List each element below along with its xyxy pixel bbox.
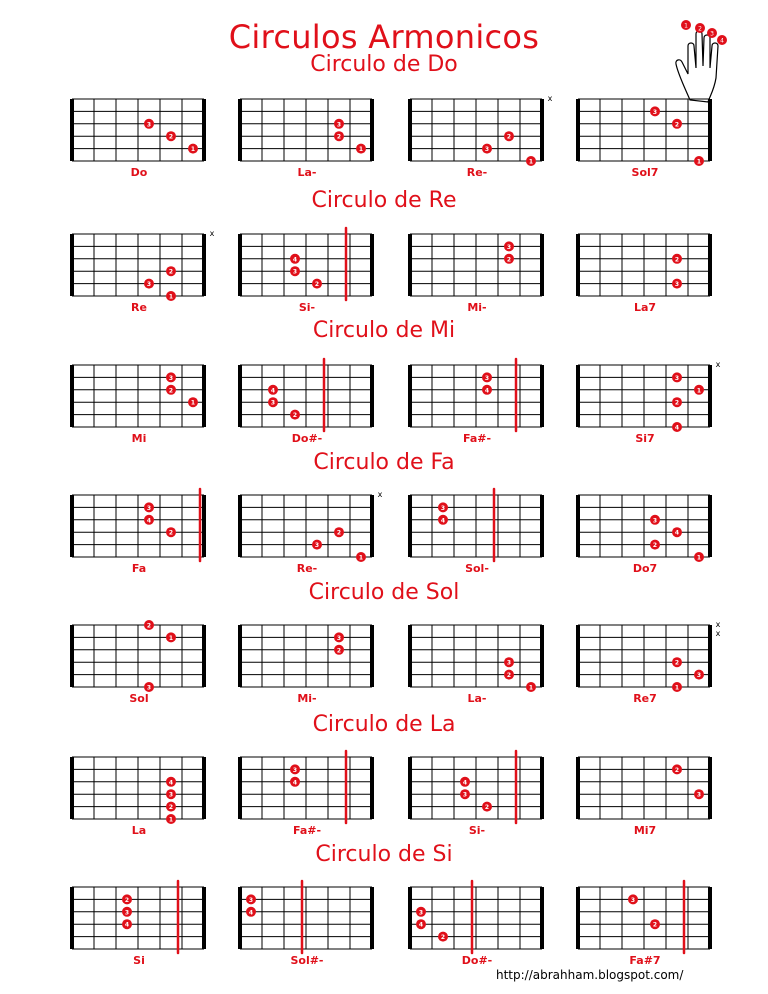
chord-diagram [240,231,386,299]
chord-diagram [240,884,386,952]
chord-name: Mi- [297,692,317,705]
finger-number: 3 [418,909,424,917]
finger-number: 3 [146,504,152,512]
finger-number: 2 [336,529,342,537]
finger-number: 2 [674,399,680,407]
finger-number: 2 [168,387,174,395]
chord-diagram [578,622,724,690]
finger-number: 1 [190,399,196,407]
chord-name: Sol7 [631,166,659,179]
chord-name: Re- [296,562,318,575]
chord-name: Sol#- [290,954,324,967]
finger-number: 3 [124,909,130,917]
finger-number: 3 [652,108,658,116]
mute-mark: x [715,620,721,629]
chord-name: Si7 [635,432,655,445]
finger-number: 3 [146,684,152,692]
chord-diagram [578,884,724,952]
finger-number: 3 [146,281,152,289]
finger-number: 1 [168,634,174,642]
finger-number: 1 [168,293,174,301]
mute-mark: x [715,629,721,638]
finger-number: 1 [358,554,364,562]
chord-name: Re- [466,166,488,179]
page-title: Circulos Armonicos [228,18,540,56]
finger-number: 2 [124,896,130,904]
finger-number: 1 [696,554,702,562]
chord-name: Do#- [291,432,323,445]
chord-name: Do7 [632,562,658,575]
chord-name: Fa [131,562,147,575]
finger-number-label: 2 [698,25,702,33]
chord-name: Sol- [465,562,489,575]
finger-number: 2 [674,659,680,667]
finger-number: 3 [292,766,298,774]
finger-number: 2 [168,268,174,276]
finger-number: 3 [314,542,320,550]
finger-number: 4 [674,424,680,432]
finger-number: 3 [248,896,254,904]
chord-name: Do [130,166,148,179]
finger-number: 3 [336,121,342,129]
chord-diagram [72,884,218,952]
finger-number: 2 [652,542,658,550]
chord-name: Si [133,954,145,967]
section-title: Circulo de Si [315,842,453,867]
chord-name: La- [297,166,317,179]
finger-number: 2 [484,804,490,812]
finger-number: 2 [674,121,680,129]
finger-number: 4 [292,256,298,264]
finger-number: 3 [484,374,490,382]
chord-diagram [240,362,386,430]
finger-number: 2 [292,412,298,420]
chord-diagram [578,362,724,430]
finger-number: 3 [440,504,446,512]
chord-diagram [240,622,386,690]
finger-number: 3 [674,374,680,382]
chord-diagram [410,754,556,822]
chord-name: Fa#- [292,824,322,837]
finger-number: 3 [696,672,702,680]
finger-number: 2 [168,804,174,812]
finger-number: 2 [440,934,446,942]
mute-mark: x [377,490,383,499]
finger-number: 4 [484,387,490,395]
finger-number: 4 [270,387,276,395]
finger-number: 2 [506,133,512,141]
chord-diagram [410,492,556,560]
finger-number: 2 [336,647,342,655]
finger-number: 3 [292,268,298,276]
finger-number: 2 [506,256,512,264]
finger-number: 1 [190,146,196,154]
finger-number: 3 [484,146,490,154]
chord-diagram [72,492,218,560]
chord-name: La- [467,692,487,705]
chord-diagram [240,96,386,164]
chord-name: La7 [633,301,657,314]
finger-number: 1 [358,146,364,154]
chord-diagram [410,96,556,164]
chord-diagram [72,622,218,690]
finger-number: 2 [146,622,152,630]
chord-diagram [410,362,556,430]
finger-number: 3 [168,374,174,382]
finger-number: 3 [506,243,512,251]
finger-number: 1 [528,158,534,166]
finger-number: 4 [146,517,152,525]
section-title: Circulo de Sol [308,580,460,605]
finger-number: 1 [696,158,702,166]
chord-diagram [578,492,724,560]
chord-diagram [240,492,386,560]
finger-number: 2 [168,529,174,537]
finger-number: 2 [168,133,174,141]
chord-diagram [240,754,386,822]
chord-name: Do#- [461,954,493,967]
chord-name: Sol [129,692,149,705]
finger-number: 1 [696,387,702,395]
chord-diagram [578,231,724,299]
finger-number: 3 [674,281,680,289]
chord-diagram [410,884,556,952]
chord-diagram [578,754,724,822]
finger-number: 4 [462,779,468,787]
chord-diagram [578,96,724,164]
finger-number: 1 [528,684,534,692]
chord-name: Fa#- [462,432,492,445]
finger-number: 4 [674,529,680,537]
chord-name: Mi [131,432,147,445]
chord-name: Mi- [467,301,487,314]
chord-name: Re7 [633,692,657,705]
finger-number: 1 [168,816,174,824]
finger-number: 3 [506,659,512,667]
chord-diagram [72,231,218,299]
chord-name: Mi7 [633,824,657,837]
finger-number: 3 [168,791,174,799]
finger-number: 3 [630,896,636,904]
chord-name: Re [131,301,147,314]
section-title: Circulo de Fa [313,450,455,475]
finger-number: 4 [168,779,174,787]
finger-number: 2 [674,766,680,774]
finger-number: 3 [652,517,658,525]
chord-name: Si- [468,824,486,837]
chord-diagram [72,96,218,164]
finger-number: 2 [336,133,342,141]
chord-diagram [72,754,218,822]
finger-number: 4 [248,909,254,917]
finger-number: 2 [506,672,512,680]
chord-name: La [131,824,147,837]
section-title: Circulo de La [312,712,456,737]
finger-number: 4 [292,779,298,787]
chord-name: Fa#7 [629,954,661,967]
finger-number: 2 [652,921,658,929]
footer-url: http://abrahham.blogspot.com/ [496,968,684,982]
finger-number-label: 3 [710,30,714,38]
section-title: Circulo de Re [311,188,457,213]
section-title: Circulo de Do [310,52,458,77]
chord-name: Si- [298,301,316,314]
chord-diagram [410,622,556,690]
finger-number: 4 [440,517,446,525]
finger-number: 3 [270,399,276,407]
finger-number: 3 [336,634,342,642]
chord-diagram [72,362,218,430]
finger-number: 3 [462,791,468,799]
mute-mark: x [209,229,215,238]
finger-number: 3 [696,791,702,799]
finger-number: 4 [418,921,424,929]
section-title: Circulo de Mi [312,318,456,343]
finger-number-label: 1 [684,22,688,30]
finger-number: 1 [674,684,680,692]
finger-number: 3 [146,121,152,129]
chord-diagram [410,231,556,299]
finger-number: 4 [124,921,130,929]
finger-number: 2 [674,256,680,264]
mute-mark: x [715,360,721,369]
finger-number: 2 [314,281,320,289]
mute-mark: x [547,94,553,103]
finger-number-label: 4 [720,37,724,45]
